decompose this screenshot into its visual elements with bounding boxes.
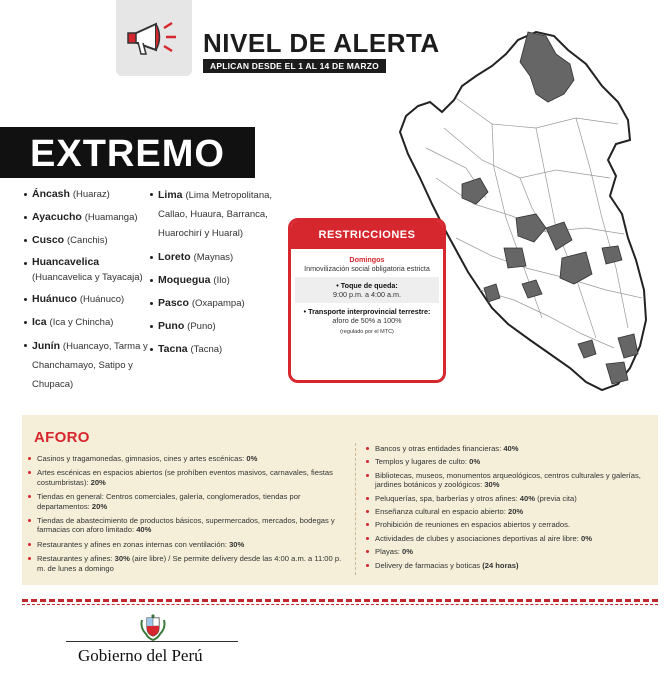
megaphone-badge — [116, 0, 192, 76]
region-list-left — [24, 186, 154, 394]
list-item: Playas: 0% — [366, 547, 651, 556]
list-item: Restaurantes y afines: 30% (aire libre) / Se permite delivery desde las 4:00 a.m. a 11:00 p. m. de lunes a domingo — [28, 554, 348, 573]
list-item: Actividades de clubes y asociaciones deportivas al aire libre: 0% — [366, 534, 651, 543]
list-item: Restaurantes y afines en zonas internas con ventilación: 30% — [28, 540, 348, 549]
list-item: Lima (Lima Metropolitana, Callao, Huaura, Barranca, Huarochirí y Huaral) — [150, 186, 290, 243]
list-item: Bancos y otras entidades financieras: 40% — [366, 444, 651, 453]
list-item: Áncash (Huaraz) — [24, 186, 154, 203]
list-item: Cusco (Canchis) — [24, 232, 154, 249]
aforo-list-left — [28, 454, 348, 573]
list-item: Huancavelica (Huancavelica y Tayacaja) — [24, 255, 154, 285]
list-item: Huánuco (Huánuco) — [24, 291, 154, 308]
restrictions-title: RESTRICCIONES — [291, 221, 443, 249]
footer-divider-thin — [22, 604, 658, 605]
government-label: Gobierno del Perú — [78, 646, 203, 665]
list-item: Ayacucho (Huamanga) — [24, 209, 154, 226]
restriction-domingos: Domingos Inmovilización social obligatoria estricta — [304, 255, 430, 273]
list-item: Junín (Huancayo, Tarma y Chanchamayo, Satipo y Chupaca) — [24, 337, 154, 394]
alert-level-label: EXTREMO — [30, 133, 225, 175]
list-item: Tacna (Tacna) — [150, 341, 290, 358]
aforo-divider — [355, 443, 356, 575]
list-item: Delivery de farmacias y boticas (24 horas) — [366, 561, 651, 570]
list-item: Enseñanza cultural en espacio abierto: 20% — [366, 507, 651, 516]
list-item: Moquegua (Ilo) — [150, 272, 290, 289]
megaphone-icon — [126, 14, 182, 62]
list-item: Pasco (Oxapampa) — [150, 295, 290, 312]
restriction-curfew: • Toque de queda: 9:00 p.m. a 4:00 a.m. — [295, 277, 439, 303]
list-item: Templos y lugares de culto: 0% — [366, 457, 651, 466]
list-item: Tiendas de abastecimiento de productos básicos, supermercados, mercados, bodegas y farmacias con aforo limitado: 40% — [28, 516, 348, 535]
list-item: Casinos y tragamonedas, gimnasios, cines y artes escénicas: 0% — [28, 454, 348, 463]
footer-rule — [66, 641, 238, 642]
list-item: Ica (Ica y Chincha) — [24, 314, 154, 331]
coat-of-arms-icon — [138, 614, 168, 642]
restriction-transport: • Transporte interprovincial terrestre: aforo de 50% a 100% (regulado por el MTC) — [303, 307, 431, 335]
list-item: Peluquerías, spa, barberías y otros afines: 40% (previa cita) — [366, 494, 651, 503]
list-item: Bibliotecas, museos, monumentos arqueológicos, centros culturales y galerías, jardines botánicos y zoológicos: 30% — [366, 471, 651, 490]
alert-level-banner — [0, 127, 255, 178]
aforo-title: AFORO — [34, 429, 90, 446]
footer-divider — [22, 599, 658, 602]
region-list-right — [150, 186, 290, 358]
restrictions-card — [288, 218, 446, 383]
date-range-banner: APLICAN DESDE EL 1 AL 14 DE MARZO — [203, 59, 386, 73]
list-item: Puno (Puno) — [150, 318, 290, 335]
list-item: Artes escénicas en espacios abiertos (se prohíben eventos masivos, carnavales, fiestas costumbristas): 20% — [28, 468, 348, 487]
list-item: Prohibición de reuniones en espacios abiertos y cerrados. — [366, 520, 651, 529]
page-title: NIVEL DE ALERTA — [203, 28, 440, 58]
list-item: Loreto (Maynas) — [150, 249, 290, 266]
aforo-list-right — [366, 444, 651, 570]
aforo-section — [22, 415, 658, 585]
list-item: Tiendas en general: Centros comerciales, galería, conglomerados, tiendas por departamentos: 20% — [28, 492, 348, 511]
